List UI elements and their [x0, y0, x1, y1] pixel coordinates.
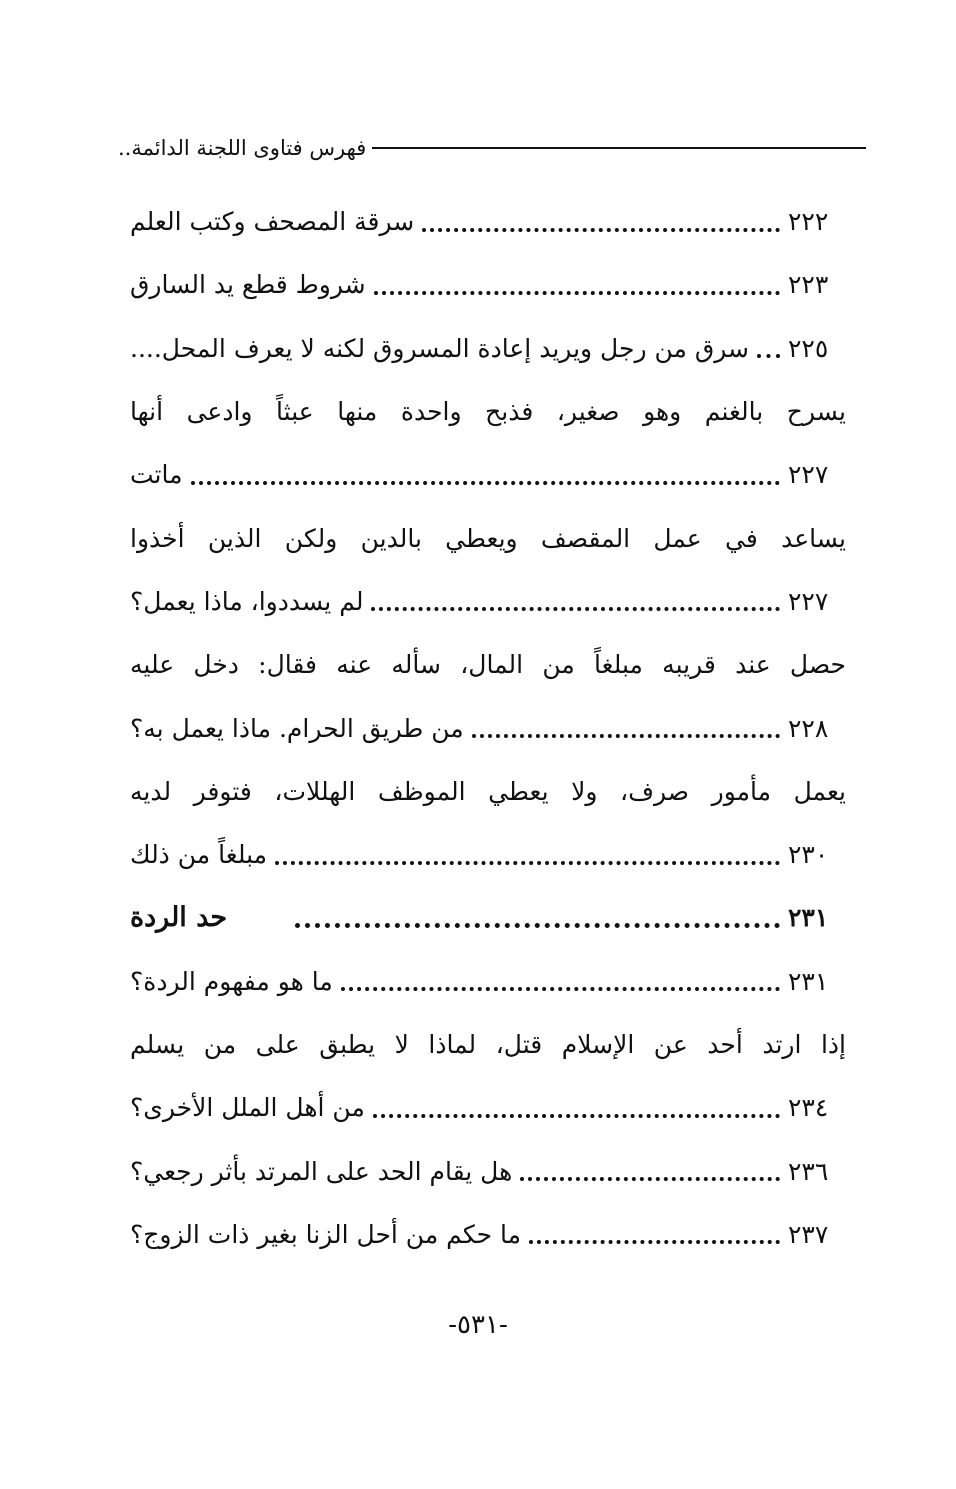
entry-text: لم يسددوا، ماذا يعمل؟ — [130, 586, 364, 616]
entry-text: مبلغاً من ذلك — [130, 840, 268, 870]
page-number: -٥٣١- — [448, 1310, 508, 1340]
index-entry — [130, 696, 846, 759]
dot-leader — [191, 481, 780, 485]
dot-leader — [275, 861, 780, 865]
dot-leader — [341, 987, 780, 991]
dot-leader — [295, 923, 780, 928]
entry-text: شروط قطع يد السارق — [130, 270, 366, 300]
index-entry — [130, 506, 846, 569]
entry-page-number: ٢٢٣ — [788, 270, 829, 300]
entry-text: سرق من رجل ويريد إعادة المسروق لكنه لا يعرف المحل.... — [130, 333, 749, 363]
entry-page-number: ٢٣٧ — [788, 1219, 829, 1249]
entry-text: يسرح بالغنم وهو صغير، فذبح واحدة منها عبثاً وادعى أنها — [130, 397, 846, 427]
entry-text: يساعد في عمل المقصف ويعطي بالدين ولكن الذين أخذوا — [130, 523, 846, 553]
index-entry — [130, 380, 846, 443]
entry-page-number: ٢٣٠ — [788, 840, 829, 870]
dot-leader — [529, 1240, 780, 1244]
entry-page-number: ٢٣٦ — [788, 1156, 829, 1186]
header-title: فهرس فتاوى اللجنة الدائمة.. — [118, 136, 367, 160]
dot-leader — [520, 1177, 780, 1181]
dot-leader — [757, 354, 780, 358]
index-entry — [130, 317, 846, 380]
dot-leader — [472, 734, 780, 738]
entry-text: ما حكم من أحل الزنا بغير ذات الزوج؟ — [130, 1219, 522, 1249]
index-entry — [130, 950, 846, 1013]
entry-text: ما هو مفهوم الردة؟ — [130, 966, 333, 996]
entry-page-number: ٢٣١ — [788, 903, 829, 933]
dot-leader — [371, 607, 780, 611]
index-entry — [130, 190, 846, 253]
dot-leader — [422, 228, 780, 232]
entry-text: هل يقام الحد على المرتد بأثر رجعي؟ — [130, 1156, 513, 1186]
entry-text: ماتت — [130, 460, 183, 490]
entry-text: إذا ارتد أحد عن الإسلام قتل، لماذا لا يطبق على من يسلم — [130, 1030, 846, 1059]
entry-text: حد الردة — [130, 902, 228, 934]
index-entry — [130, 633, 846, 696]
index-entry — [130, 1203, 846, 1266]
entry-text: من أهل الملل الأخرى؟ — [130, 1093, 365, 1123]
entry-page-number: ٢٢٨ — [788, 713, 829, 743]
index-entry — [130, 443, 846, 506]
entry-page-number: ٢٣٤ — [788, 1093, 829, 1123]
entry-text: سرقة المصحف وكتب العلم — [130, 207, 415, 237]
index-entry — [130, 1013, 846, 1076]
entry-page-number: ٢٢٢ — [788, 207, 829, 237]
dot-leader — [373, 1114, 780, 1118]
header-rule — [372, 147, 866, 149]
index-entry — [130, 253, 846, 316]
dot-leader — [374, 291, 780, 295]
entry-text: يعمل مأمور صرف، ولا يعطي الموظف الهللات، فتوفر لديه — [130, 776, 846, 806]
entry-text: حصل عند قريبه مبلغاً من المال، سأله عنه فقال: دخل عليه — [130, 650, 846, 680]
section-heading — [130, 886, 846, 949]
index-entry — [130, 1139, 846, 1202]
entry-page-number: ٢٣١ — [788, 966, 829, 996]
index-entries — [130, 190, 846, 1266]
running-header — [118, 128, 868, 168]
entry-page-number: ٢٢٧ — [788, 460, 829, 490]
entry-page-number: ٢٢٧ — [788, 586, 829, 616]
entry-page-number: ٢٢٥ — [788, 333, 829, 363]
index-entry — [130, 1076, 846, 1139]
index-entry — [130, 570, 846, 633]
index-entry — [130, 823, 846, 886]
entry-text: من طريق الحرام. ماذا يعمل به؟ — [130, 713, 464, 743]
index-entry — [130, 760, 846, 823]
